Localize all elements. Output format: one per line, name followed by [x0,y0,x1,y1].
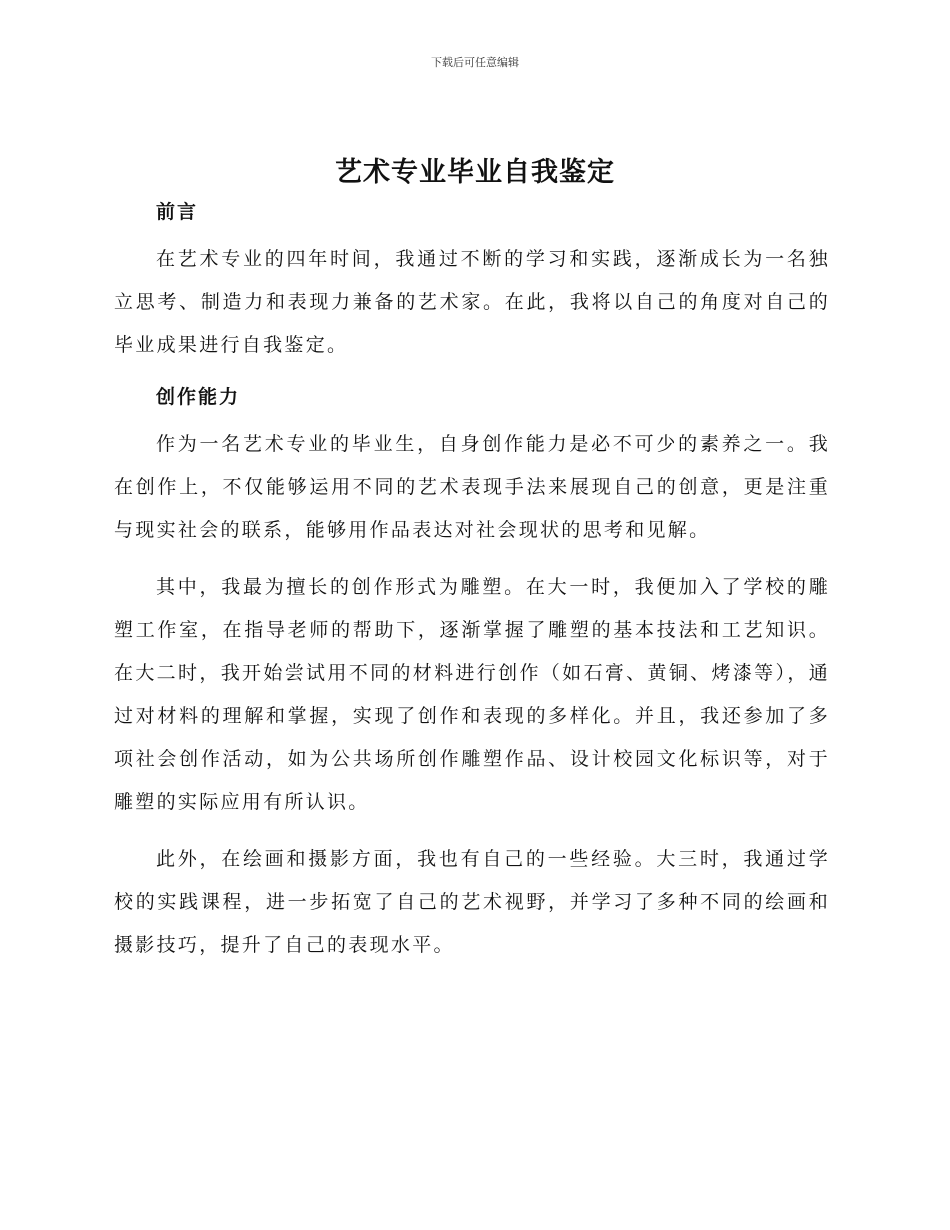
paragraph-creative-2: 其中，我最为擅长的创作形式为雕塑。在大一时，我便加入了学校的雕塑工作室，在指导老师的帮助下，逐渐掌握了雕塑的基本技法和工艺知识。在大二时，我开始尝试用不同的材料进行创作（如石膏、黄铜、烤漆等），通过对材料的理解和掌握，实现了创作和表现的多样化。并且，我还参加了多项社会创作活动，如为公共场所创作雕塑作品、设计校园文化标识等，对于雕塑的实际应用有所认识。 [114,576,830,813]
section-heading-creative-ability: 创作能力 [156,386,241,408]
spacer [114,824,830,838]
spacer [114,228,830,238]
spacer [114,552,830,566]
paragraph-creative-3: 此外，在绘画和摄影方面，我也有自己的一些经验。大三时，我通过学校的实践课程，进一步拓宽了自己的艺术视野，并学习了多种不同的绘画和摄影技巧，提升了自己的表现水平。 [114,848,830,956]
paragraph-creative-1: 作为一名艺术专业的毕业生，自身创作能力是必不可少的素养之一。我在创作上，不仅能够运用不同的艺术表现手法来展现自己的创意，更是注重与现实社会的联系，能够用作品表达对社会现状的思考和见解。 [114,433,830,541]
paragraph-preface: 在艺术专业的四年时间，我通过不断的学习和实践，逐渐成长为一名独立思考、制造力和表现力兼备的艺术家。在此，我将以自己的角度对自己的毕业成果进行自我鉴定。 [114,248,830,356]
spacer [114,367,830,381]
spacer [114,413,830,423]
document-title: 艺术专业毕业自我鉴定 [335,157,615,188]
section-heading-preface: 前言 [156,201,199,223]
header-note: 下载后可任意编辑 [431,56,519,69]
document-body [114,196,830,967]
